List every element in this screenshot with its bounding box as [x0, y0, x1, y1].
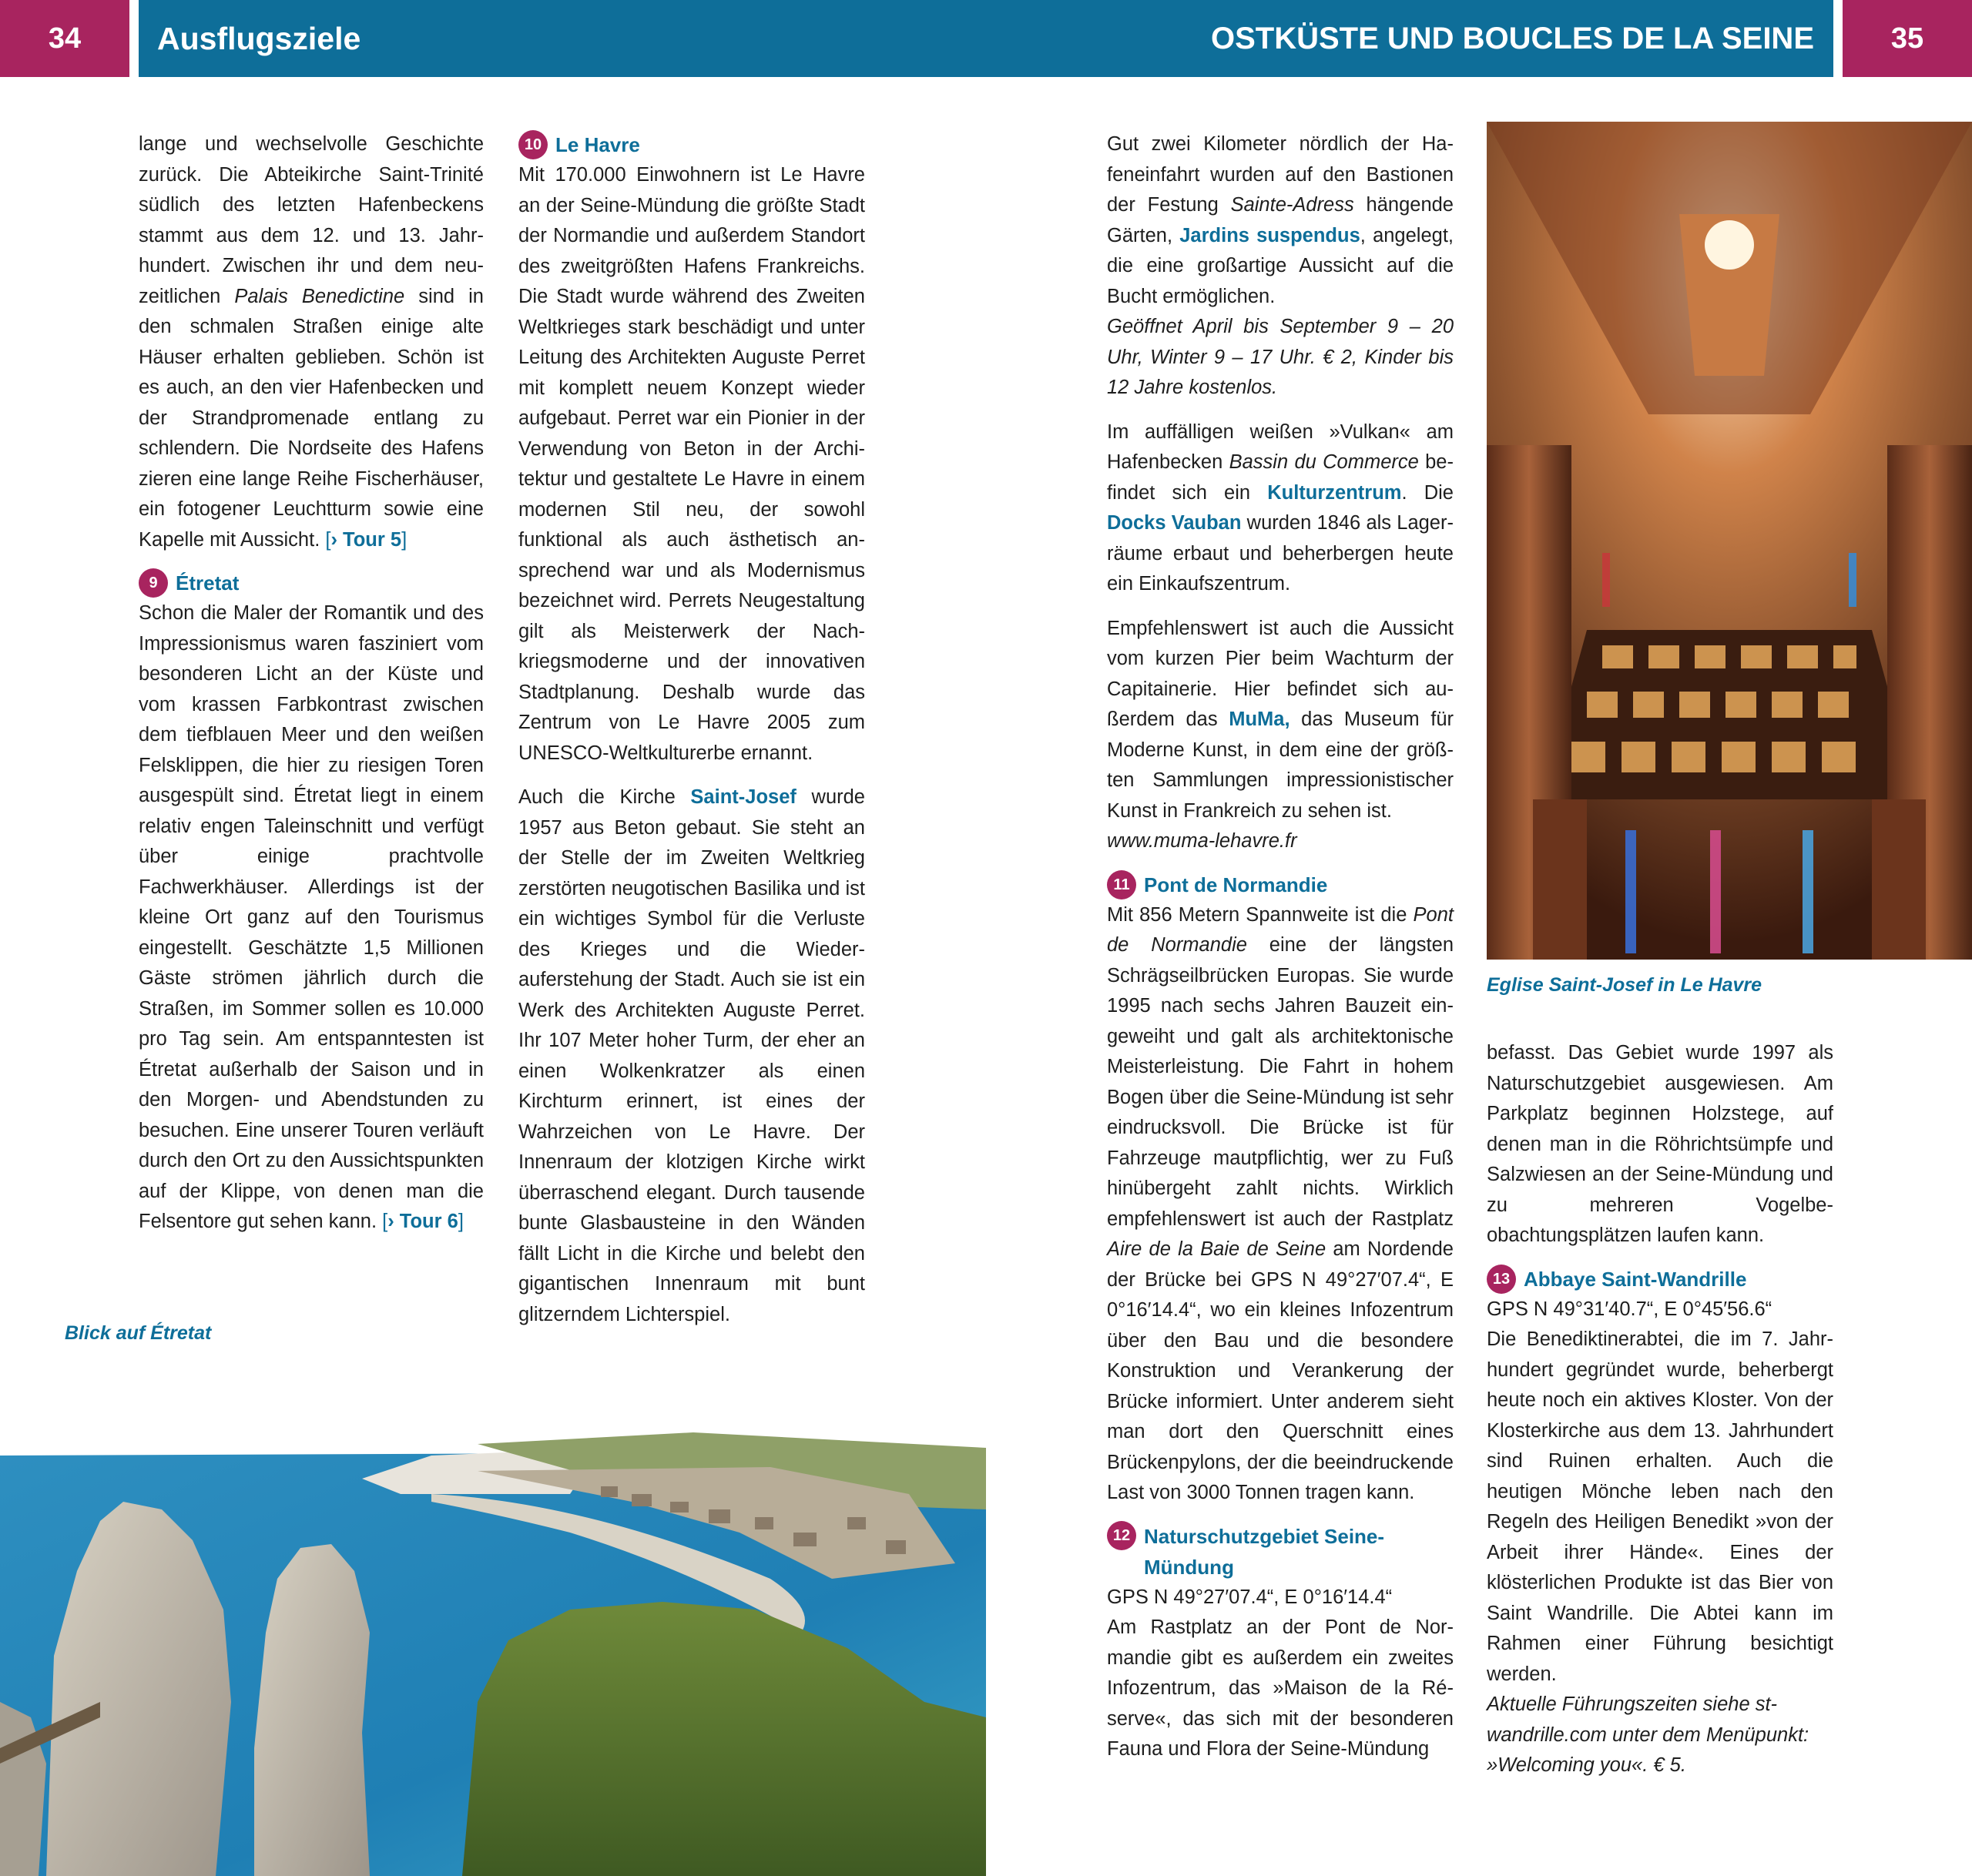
pont-paragraph: Mit 856 Metern Spannweite ist die Pont de Normandie eine der längsten Schrägseilbrücken Europas. Sie wurde 1995 nach sechs Jahren Bauzeit eingeweiht und galt als architektonische Meisterleistung. Die Fahrt in hohem Bogen über die Seine-Mündung ist sehr eindrucksvoll. Die Brücke ist für Fahrzeuge mautpflichtig, wer zu Fuß hinübergeht zahlt nichts. Wirklich empfehlenswert ist auch der Rastplatz Aire de la Baie de Seine am Nordende der Brücke bei GPS N 49°27′07.4“, E 0°16′14.4“, wo ein kleines Infozentrum über den Bau und die besondere Konstruktion und Verankerung der Brücke informiert. Unter anderem sieht man dort den Querschnitt eines Brückenpylons, der die beeindruckende Last von 3000 Tonnen tragen kann. — [1107, 903, 1454, 1503]
natur-paragraph: Am Rastplatz an der Pont de Normandie gibt es außerdem ein zweites Infozentrum, das »Maison de la Réserve«, das sich mit der besonderen Fauna und Flora der Seine-Mündung — [1107, 1616, 1454, 1760]
number-badge: 10 — [518, 130, 548, 159]
saint-josef-photo-caption: Eglise Saint-Josef in Le Havre — [1487, 974, 1762, 996]
abbaye-note: Aktuelle Führungszeiten siehe st-wandrille.com unter dem Menüpunkt: »Welcoming you«. € 5. — [1487, 1693, 1809, 1776]
number-badge: 11 — [1107, 870, 1136, 899]
etretat-paragraph: Schon die Maler der Romantik und des Impressionismus waren fasziniert vom besonderen Licht an der Küste und vom krassen Farbkontrast zwischen dem tiefblauen Meer und den weißen Felsklippen, die hier zu riesigen Toren ausgespült sind. Étretat liegt in einem relativ engen Taleinschnitt und verfügt über einige prachtvolle Fachwerkhäuser. Allerdings ist der kleine Ort ganz auf den Tourismus eingestellt. Geschätzte 1,5 Millionen Gäste strömen jährlich durch die Straßen, im Sommer sollen es 10.000 pro Tag sein. Am entspanntesten ist Étretat außerhalb der Saison und in den Morgen- und Abendstunden zu besuchen. Eine unserer Touren verläuft durch den Ort zu den Aussichtspunkten auf der Klippe, von denen man die Felsentore gut sehen kann. [› Tour 6] — [139, 602, 484, 1232]
right-page-number: 35 — [1843, 0, 1972, 77]
saint-josef-paragraph: Auch die Kirche Saint-Josef wurde 1957 aus Beton gebaut. Sie steht an der Stelle der im Zweiten Weltkrieg zerstörten neugotischen Basilika und ist ein wichtiges Symbol für die Verluste des Krieges und die Wiederauferstehung der Stadt. Auch sie ist ein Werk des Architekten Auguste Perret. Ihr 107 Meter hoher Turm, der eher an einen Wolkenkratzer als einen Kirchturm erinnert, ist eines der Wahrzeichen von Le Havre. Der Innenraum der klotzigen Kirche wirkt überraschend elegant. Durch tausende bunte Glasbausteine in den Wänden fällt Licht in die Kirche und belebt den gigantischen Innenraum mit bunt glitzerndem Lichterspiel. — [518, 786, 865, 1325]
intro-paragraph: lange und wechselvolle Geschichte zurück. Die Abteikirche Saint-Trinité südlich des letzten Hafenbeckens stammt aus dem 12. und 13. Jahrhundert. Zwischen ihr und dem neuzeitlichen Palais Benedictine sind in den schmalen Straßen einige alte Häuser erhalten geblieben. Schön ist es auch, an den vier Hafenbecken und der Strandpromenade entlang zu schlendern. Die Nordseite des Hafens zieren eine lange Reihe Fischerhäuser, ein fotogener Leuchtturm sowie eine Kapelle mit Aussicht. [› Tour 5] — [139, 133, 484, 551]
column-2 — [518, 129, 865, 1330]
section-heading-naturschutzgebiet: 12 Naturschutzgebiet Seine-Mündung — [1107, 1521, 1454, 1583]
etretat-photo-graphic — [0, 1379, 986, 1876]
pier-paragraph: Empfehlenswert ist auch die Aussicht vom kurzen Pier beim Wachturm der Capitainerie. Hier befindet sich außerdem das MuMa, das Museum für Moderne Kunst, in dem eine der größten Sammlungen impressionistischer Kunst in Frankreich zu sehen ist. www.muma-lehavre.fr — [1107, 617, 1454, 852]
number-badge: 13 — [1487, 1265, 1516, 1294]
section-heading-le-havre: 10 Le Havre — [518, 129, 865, 160]
natur-continuation-paragraph: befasst. Das Gebiet wurde 1997 als Naturschutzgebiet ausgewiesen. Am Parkplatz beginnen Holzstege, auf denen man in die Röhrichtsümpfe und Salzwiesen an der Seine-Mündung und zu mehreren Vogelbeobachtungsplätzen laufen kann. — [1487, 1042, 1833, 1246]
number-badge: 9 — [139, 568, 168, 598]
etretat-photo-caption: Blick auf Étretat — [65, 1322, 212, 1344]
column-1 — [139, 129, 484, 1238]
jardins-opening-hours: Geöffnet April bis September 9 – 20 Uhr, Winter 9 – 17 Uhr. € 2, Kinder bis 12 Jahre kostenlos. — [1107, 316, 1454, 398]
tour-5-link[interactable]: [› Tour 5] — [325, 528, 407, 551]
saint-josef-interior-photo — [1487, 122, 1972, 960]
abbaye-paragraph: Die Benediktinerabtei, die im 7. Jahrhundert gegründet wurde, beherbergt heute noch ein aktives Kloster. Von der Klosterkirche aus dem 13. Jahrhundert sind Ruinen erhalten. Auch die heutigen Mönche leben nach den Regeln des Heiligen Benedikt »von der Arbeit ihrer Hände«. Eines der klösterlichen Produkte ist das Bier von Saint Wandrille. Die Abtei kann im Rahmen einer Führung besichtigt werden. — [1487, 1328, 1833, 1685]
section-heading-etretat: 9 Étretat — [139, 568, 484, 598]
saint-josef-interior-graphic — [1487, 122, 1972, 960]
column-4 — [1487, 1038, 1833, 1781]
natur-gps: GPS N 49°27′07.4“, E 0°16′14.4“ — [1107, 1586, 1393, 1608]
etretat-photo — [0, 1379, 986, 1876]
jardins-paragraph: Gut zwei Kilometer nördlich der Hafeneinfahrt wurden auf den Bastionen der Festung Sainte-Adress hängende Gärten, Jardins suspendus, angelegt, die eine großartige Aussicht auf die Bucht ermöglichen. Geöffnet April bis September 9 – 20 Uhr, Winter 9 – 17 Uhr. € 2, Kinder bis 12 Jahre kostenlos. — [1107, 133, 1454, 398]
column-3 — [1107, 129, 1454, 1765]
left-header-title: Ausflugsziele — [157, 20, 361, 56]
vulkan-paragraph: Im auffälligen weißen »Vulkan« am Hafenbecken Bassin du Commerce befindet sich ein Kulturzentrum. Die Docks Vauban wurden 1846 als Lagerräume erbaut und beherbergen heute ein Einkaufszentrum. — [1107, 420, 1454, 595]
section-heading-abbaye: 13 Abbaye Saint-Wandrille — [1487, 1264, 1833, 1295]
muma-website-link[interactable]: www.muma-lehavre.fr — [1107, 830, 1297, 852]
number-badge: 12 — [1107, 1521, 1136, 1550]
le-havre-paragraph: Mit 170.000 Einwohnern ist Le Havre an der Seine-Mündung die größte Stadt der Normandie und außerdem Standort des zweitgrößten Hafens Frankreichs. Die Stadt wurde während des Zweiten Weltkrieges stark beschädigt und unter Leitung des Architekten Auguste Perret mit komplett neuem Konzept wieder aufgebaut. Perret war ein Pionier in der Verwendung von Beton in der Architektur und gestaltete Le Havre in einem modernen Stil neu, der sowohl funktional als auch ästhetisch ansprechend war und als Modernismus bezeichnet wird. Perrets Neugestaltung gilt als Meisterwerk der Nachkriegsmoderne und der innovativen Stadtplanung. Deshalb wurde das Zentrum von Le Havre 2005 zum UNESCO-Weltkulturerbe ernannt. — [518, 164, 865, 764]
abbaye-gps: GPS N 49°31′40.7“, E 0°45′56.6“ — [1487, 1298, 1772, 1320]
tour-6-link[interactable]: [› Tour 6] — [382, 1211, 464, 1232]
left-page-number: 34 — [0, 0, 129, 77]
section-heading-pont-de-normandie: 11 Pont de Normandie — [1107, 869, 1454, 900]
right-header-title: OSTKÜSTE UND BOUCLES DE LA SEINE — [1210, 21, 1814, 55]
